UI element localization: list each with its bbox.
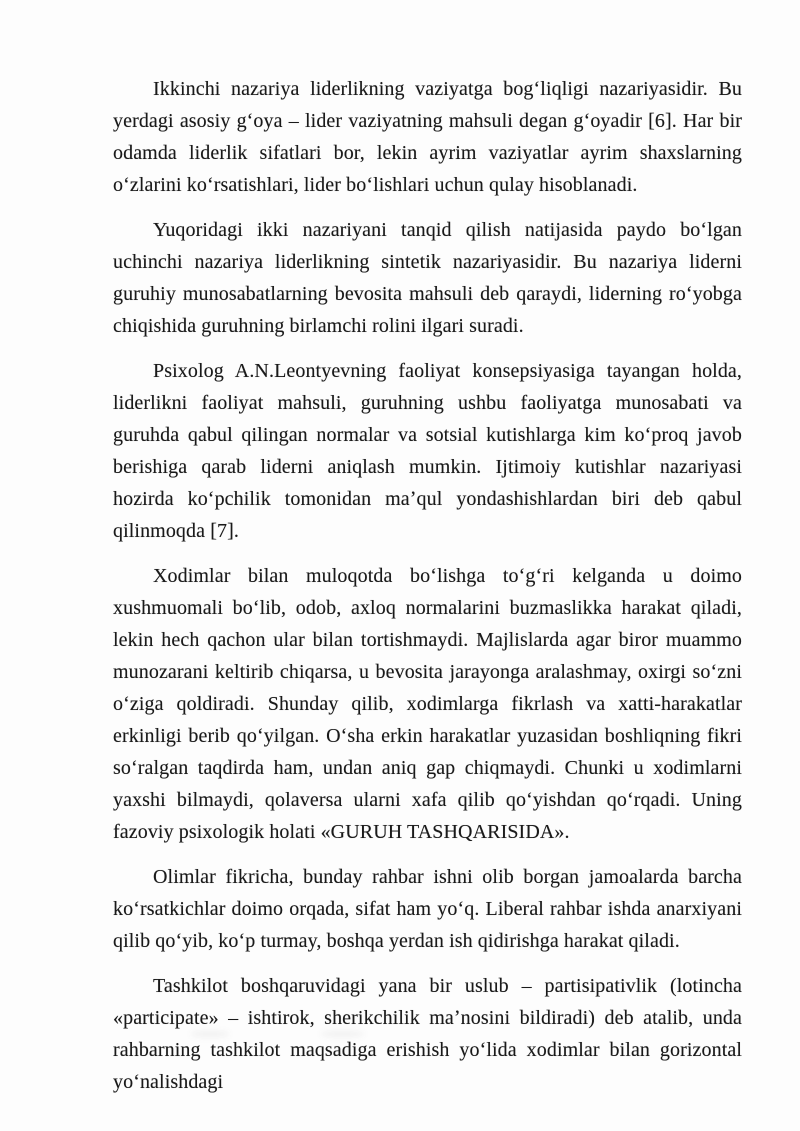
body-paragraph-5: Olimlar fikricha, bunday rahbar ishni olib borgan jamoalarda barcha koʻrsatkichlar doimo orqada, sifat ham yoʻq. Liberal rahbar ishda anarxiyani qilib qoʻyib, koʻp turmay, boshqa yerdan ish qidirishga harakat qiladi. <box>113 866 742 952</box>
scan-artifact <box>190 1030 230 1038</box>
body-paragraph-3: Psixolog A.N.Leontyevning faoliyat konsepsiyasiga tayangan holda, liderlikni faoliyat mahsuli, guruhning ushbu faoliyatga munosabati va guruhda qabul qilingan normalar va sotsial kutishlarga kim koʻproq javob berishiga qarab liderni aniqlash mumkin. Ijtimoiy kutishlar nazariyasi hozirda koʻpchilik tomonidan maʼqul yondashishlardan biri deb qabul qilinmoqda [7]. <box>113 360 742 542</box>
body-paragraph-1: Ikkinchi nazariya liderlikning vaziyatga bogʻliqligi nazariyasidir. Bu yerdagi asosiy gʻoya – lider vaziyatning mahsuli degan gʻoyadir [6]. Har bir odamda liderlik sifatlari bor, lekin ayrim vaziyatlar ayrim shaxslarning oʻzlarini koʻrsatishlari, lider boʻlishlari uchun qulay hisoblanadi. <box>113 78 742 196</box>
body-paragraph-4: Xodimlar bilan muloqotda boʻlishga toʻgʻri kelganda u doimo xushmuomali boʻlib, odob, axloq normalarini buzmaslikka harakat qiladi, lekin hech qachon ular bilan tortishmaydi. Majlislarda agar biror muammo munozarani keltirib chiqarsa, u bevosita jarayonga aralashmay, oxirgi soʻzni oʻziga qoldiradi. Shunday qilib, xodimlarga fikrlash va xatti-harakatlar erkinligi berib qoʻyilgan. Oʻsha erkin harakatlar yuzasidan boshliqning fikri soʻralgan taqdirda ham, undan aniq gap chiqmaydi. Chunki u xodimlarni yaxshi bilmaydi, qolaversa ularni xafa qilib qoʻyishdan qoʻrqadi. Uning fazoviy psixologik holati «GURUH TASHQARISIDA». <box>113 565 742 843</box>
body-paragraph-2: Yuqoridagi ikki nazariyani tanqid qilish natijasida paydo boʻlgan uchinchi nazariya liderlikning sintetik nazariyasidir. Bu nazariya liderni guruhiy munosabatlarning bevosita mahsuli deb qaraydi, liderning roʻyobga chiqishida guruhning birlamchi rolini ilgari suradi. <box>113 219 742 337</box>
body-paragraph-6: Tashkilot boshqaruvidagi yana bir uslub – partisipativlik (lotincha «participate» – ishtirok, sherikchilik maʼnosini bildiradi) deb atalib, unda rahbarning tashkilot maqsadiga erishish yoʻlida xodimlar bilan gorizontal yoʻnalishdagi <box>113 975 742 1093</box>
scan-artifact <box>320 1030 365 1038</box>
